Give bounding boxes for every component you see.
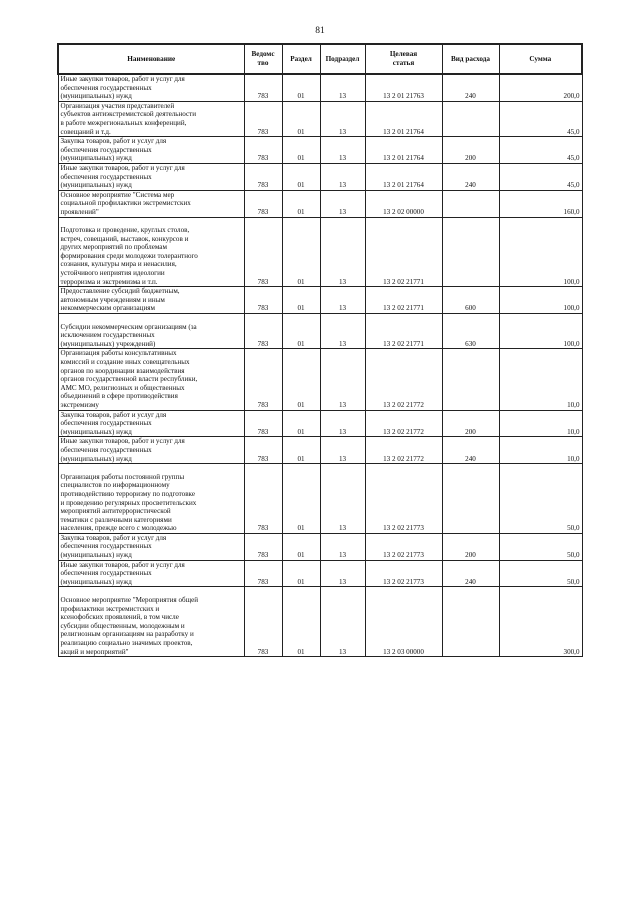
header-statya: Целевая статья — [365, 44, 442, 74]
cell-statya: 13 2 02 21771 — [365, 287, 442, 314]
cell-ved: 783 — [244, 74, 282, 101]
cell-vid — [442, 349, 499, 410]
cell-statya: 13 2 01 21764 — [365, 101, 442, 136]
cell-ved: 783 — [244, 464, 282, 534]
cell-ved: 783 — [244, 314, 282, 349]
cell-name: Основное мероприятие "Мероприятия общей профилактики экстремистских и ксенофобских проявлений, в том числе субсидии общественным, молодежным и религиозным организациям на разработку и реализацию социально значимых проектов, акций и мероприятий" — [58, 587, 244, 657]
cell-name: Организация участия представителей субъектов антиэкстремистской деятельности в работе межрегиональных конференций, совещаний и т.д. — [58, 101, 244, 136]
cell-vid: 600 — [442, 287, 499, 314]
cell-summa: 50,0 — [499, 560, 582, 587]
cell-statya: 13 2 02 21773 — [365, 533, 442, 560]
header-vid: Вид расхода — [442, 44, 499, 74]
table-row — [58, 314, 582, 349]
cell-vid — [442, 587, 499, 657]
cell-podrazdel: 13 — [320, 314, 365, 349]
cell-vid: 630 — [442, 314, 499, 349]
cell-name: Подготовка и проведение, круглых столов, встреч, совещаний, выставок, конкурсов и других мероприятий по проблемам формирования среди молодежи толерантного сознания, культуры мира и ненасилия, устойчивого неприятия идеологии терроризма и экстремизма и т.п. — [58, 217, 244, 287]
cell-podrazdel: 13 — [320, 437, 365, 464]
cell-podrazdel: 13 — [320, 560, 365, 587]
cell-ved: 783 — [244, 410, 282, 437]
cell-summa: 10,0 — [499, 437, 582, 464]
table-row — [58, 533, 582, 560]
table-row — [58, 74, 582, 101]
cell-razdel: 01 — [282, 101, 320, 136]
cell-razdel: 01 — [282, 217, 320, 287]
cell-razdel: 01 — [282, 163, 320, 190]
cell-vid: 240 — [442, 437, 499, 464]
header-ved: Ведомс тво — [244, 44, 282, 74]
cell-name: Закупка товаров, работ и услуг для обеспечения государственных (муниципальных) нужд — [58, 137, 244, 164]
cell-podrazdel: 13 — [320, 217, 365, 287]
cell-ved: 783 — [244, 533, 282, 560]
cell-name: Иные закупки товаров, работ и услуг для обеспечения государственных (муниципальных) нужд — [58, 437, 244, 464]
cell-podrazdel: 13 — [320, 587, 365, 657]
table-row — [58, 137, 582, 164]
page-number: 81 — [315, 26, 325, 36]
cell-statya: 13 2 02 21772 — [365, 349, 442, 410]
cell-summa: 300,0 — [499, 587, 582, 657]
cell-statya: 13 2 01 21763 — [365, 74, 442, 101]
table-row — [58, 163, 582, 190]
cell-podrazdel: 13 — [320, 101, 365, 136]
table-header-row — [58, 44, 582, 74]
cell-name: Субсидии некоммерческим организациям (за исключением государственных (муниципальных) учреждений) — [58, 314, 244, 349]
cell-podrazdel: 13 — [320, 464, 365, 534]
cell-name: Организация работы постоянной группы специалистов по информационному противодействию терроризму по подготовке и проведению регулярных просветительских мероприятий антитеррористической тематики с различными категориями населения, прежде всего с молодежью — [58, 464, 244, 534]
cell-ved: 783 — [244, 587, 282, 657]
cell-vid — [442, 190, 499, 217]
cell-name: Основное мероприятие "Система мер социальной профилактики экстремистских проявлений" — [58, 190, 244, 217]
cell-summa: 100,0 — [499, 314, 582, 349]
cell-podrazdel: 13 — [320, 163, 365, 190]
cell-ved: 783 — [244, 217, 282, 287]
cell-summa: 10,0 — [499, 410, 582, 437]
cell-name: Иные закупки товаров, работ и услуг для обеспечения государственных (муниципальных) нужд — [58, 163, 244, 190]
cell-name: Иные закупки товаров, работ и услуг для обеспечения государственных (муниципальных) нужд — [58, 74, 244, 101]
cell-name: Предоставление субсидий бюджетным, автономным учреждениям и иным некоммерческим организациям — [58, 287, 244, 314]
table-row — [58, 560, 582, 587]
cell-summa: 45,0 — [499, 163, 582, 190]
cell-vid: 240 — [442, 560, 499, 587]
cell-vid — [442, 464, 499, 534]
table-row — [58, 287, 582, 314]
cell-statya: 13 2 02 21773 — [365, 464, 442, 534]
table-row — [58, 349, 582, 410]
cell-razdel: 01 — [282, 437, 320, 464]
cell-statya: 13 2 02 21771 — [365, 314, 442, 349]
cell-podrazdel: 13 — [320, 349, 365, 410]
cell-vid: 200 — [442, 137, 499, 164]
cell-razdel: 01 — [282, 464, 320, 534]
cell-vid: 240 — [442, 74, 499, 101]
cell-summa: 100,0 — [499, 287, 582, 314]
cell-summa: 160,0 — [499, 190, 582, 217]
cell-statya: 13 2 02 21773 — [365, 560, 442, 587]
table-row — [58, 587, 582, 657]
table-row — [58, 410, 582, 437]
cell-name: Закупка товаров, работ и услуг для обеспечения государственных (муниципальных) нужд — [58, 410, 244, 437]
header-podrazdel: Подраздел — [320, 44, 365, 74]
header-summa: Сумма — [499, 44, 582, 74]
cell-podrazdel: 13 — [320, 137, 365, 164]
cell-summa: 50,0 — [499, 533, 582, 560]
cell-ved: 783 — [244, 349, 282, 410]
cell-ved: 783 — [244, 137, 282, 164]
cell-vid — [442, 101, 499, 136]
header-razdel: Раздел — [282, 44, 320, 74]
cell-statya: 13 2 02 00000 — [365, 190, 442, 217]
cell-razdel: 01 — [282, 74, 320, 101]
table-row — [58, 464, 582, 534]
cell-ved: 783 — [244, 190, 282, 217]
cell-statya: 13 2 02 21772 — [365, 437, 442, 464]
table-row — [58, 437, 582, 464]
cell-statya: 13 2 01 21764 — [365, 163, 442, 190]
cell-razdel: 01 — [282, 349, 320, 410]
cell-razdel: 01 — [282, 137, 320, 164]
cell-vid: 200 — [442, 410, 499, 437]
cell-razdel: 01 — [282, 190, 320, 217]
cell-vid: 200 — [442, 533, 499, 560]
cell-statya: 13 2 03 00000 — [365, 587, 442, 657]
cell-summa: 100,0 — [499, 217, 582, 287]
cell-razdel: 01 — [282, 587, 320, 657]
cell-podrazdel: 13 — [320, 287, 365, 314]
cell-name: Закупка товаров, работ и услуг для обеспечения государственных (муниципальных) нужд — [58, 533, 244, 560]
table-row — [58, 190, 582, 217]
cell-statya: 13 2 01 21764 — [365, 137, 442, 164]
cell-podrazdel: 13 — [320, 74, 365, 101]
cell-razdel: 01 — [282, 287, 320, 314]
cell-vid — [442, 217, 499, 287]
table-row — [58, 217, 582, 287]
cell-razdel: 01 — [282, 410, 320, 437]
cell-podrazdel: 13 — [320, 410, 365, 437]
header-name: Наименование — [58, 44, 244, 74]
cell-razdel: 01 — [282, 314, 320, 349]
cell-name: Иные закупки товаров, работ и услуг для обеспечения государственных (муниципальных) нужд — [58, 560, 244, 587]
cell-summa: 45,0 — [499, 137, 582, 164]
cell-razdel: 01 — [282, 533, 320, 560]
cell-summa: 45,0 — [499, 101, 582, 136]
cell-ved: 783 — [244, 437, 282, 464]
cell-ved: 783 — [244, 101, 282, 136]
cell-ved: 783 — [244, 560, 282, 587]
cell-statya: 13 2 02 21772 — [365, 410, 442, 437]
budget-table — [57, 43, 583, 657]
cell-summa: 10,0 — [499, 349, 582, 410]
cell-statya: 13 2 02 21771 — [365, 217, 442, 287]
cell-podrazdel: 13 — [320, 190, 365, 217]
table-row — [58, 101, 582, 136]
cell-razdel: 01 — [282, 560, 320, 587]
cell-vid: 240 — [442, 163, 499, 190]
cell-name: Организация работы консультативных комиссий и создание иных совещательных органов по координации взаимодействия органов государственной власти республики, АМС МО, религиозных и общественных объединений в сфере противодействия экстремизму — [58, 349, 244, 410]
cell-ved: 783 — [244, 163, 282, 190]
cell-podrazdel: 13 — [320, 533, 365, 560]
cell-ved: 783 — [244, 287, 282, 314]
cell-summa: 50,0 — [499, 464, 582, 534]
cell-summa: 200,0 — [499, 74, 582, 101]
